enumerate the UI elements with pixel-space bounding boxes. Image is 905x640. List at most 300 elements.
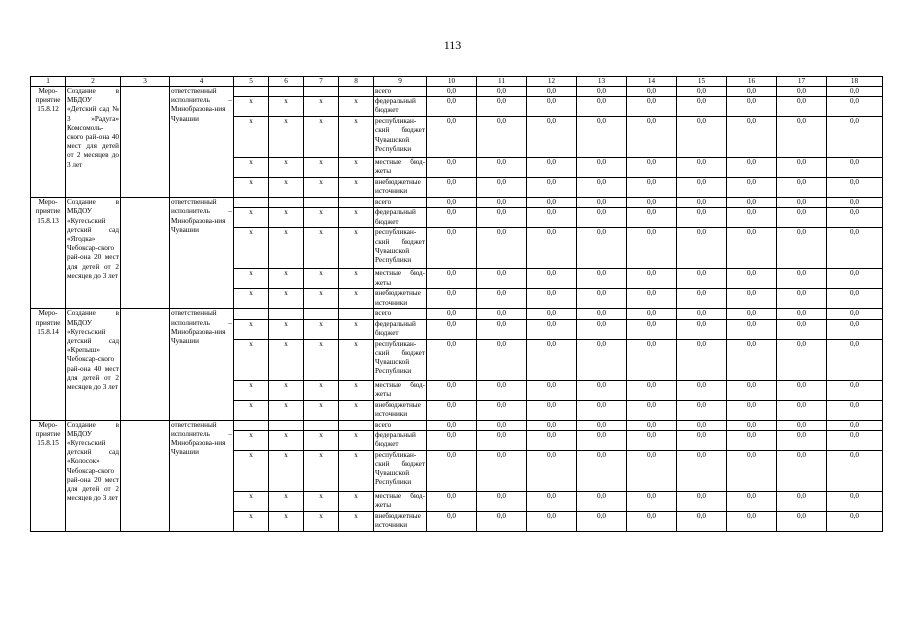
amount-cell: 0,0 [777,178,827,198]
amount-cell: 0,0 [827,319,883,339]
budget-code-placeholder: x [234,289,269,309]
column-number-5: 5 [234,77,269,87]
amount-cell: 0,0 [577,198,627,208]
amount-cell: 0,0 [777,228,827,269]
empty-cell [121,309,170,420]
amount-cell: 0,0 [527,319,577,339]
funding-source: внебюджетные источники [374,289,427,309]
amount-cell: 0,0 [627,400,677,420]
amount-cell: 0,0 [727,228,777,269]
amount-cell: 0,0 [827,511,883,531]
funding-source: внебюджетные источники [374,511,427,531]
budget-code-placeholder: x [339,158,374,178]
amount-cell: 0,0 [727,208,777,228]
empty-cell [121,198,170,309]
amount-cell: 0,0 [827,117,883,158]
amount-cell: 0,0 [677,117,727,158]
amount-cell: 0,0 [577,339,627,380]
event-description: Создание в МБДОУ «Кугесьский детский сад «Колосок» Чебоксар-ского рай-она 20 мест для детей от 2 месяцев до 3 лет [66,420,121,531]
column-number-8: 8 [339,77,374,87]
amount-cell: 0,0 [627,208,677,228]
amount-cell: 0,0 [827,400,883,420]
amount-cell: 0,0 [827,289,883,309]
amount-cell: 0,0 [727,178,777,198]
amount-cell: 0,0 [627,158,677,178]
column-number-13: 13 [577,77,627,87]
amount-cell: 0,0 [727,430,777,450]
empty-code-cell [339,87,374,97]
amount-cell: 0,0 [827,491,883,511]
amount-cell: 0,0 [827,158,883,178]
empty-code-cell [304,309,339,319]
amount-cell: 0,0 [627,491,677,511]
amount-cell: 0,0 [727,309,777,319]
amount-cell: 0,0 [477,400,527,420]
amount-cell: 0,0 [677,198,727,208]
amount-cell: 0,0 [477,269,527,289]
amount-cell: 0,0 [527,380,577,400]
amount-cell: 0,0 [477,309,527,319]
header-row [31,77,883,87]
amount-cell: 0,0 [627,339,677,380]
table-row [31,87,883,97]
amount-cell: 0,0 [827,97,883,117]
amount-cell: 0,0 [677,450,727,491]
budget-code-placeholder: x [269,450,304,491]
budget-code-placeholder: x [269,208,304,228]
budget-code-placeholder: x [339,117,374,158]
amount-cell: 0,0 [577,420,627,430]
budget-code-placeholder: x [339,289,374,309]
amount-cell: 0,0 [477,420,527,430]
empty-code-cell [269,198,304,208]
amount-cell: 0,0 [777,319,827,339]
budget-code-placeholder: x [304,269,339,289]
amount-cell: 0,0 [777,339,827,380]
amount-cell: 0,0 [777,198,827,208]
budget-code-placeholder: x [304,158,339,178]
amount-cell: 0,0 [527,178,577,198]
amount-cell: 0,0 [427,380,477,400]
column-number-10: 10 [427,77,477,87]
empty-code-cell [234,87,269,97]
budget-code-placeholder: x [339,178,374,198]
amount-cell: 0,0 [427,117,477,158]
event-description: Создание в МБДОУ «Кугесьский детский сад «Крепыш» Чебоксар-ского рай-она 40 мест для детей от 2 месяцев до 3 лет [66,309,121,420]
budget-code-placeholder: x [234,228,269,269]
amount-cell: 0,0 [477,97,527,117]
budget-code-placeholder: x [269,511,304,531]
budget-code-placeholder: x [339,400,374,420]
amount-cell: 0,0 [527,87,577,97]
amount-cell: 0,0 [577,400,627,420]
amount-cell: 0,0 [627,269,677,289]
table-row [31,198,883,208]
empty-code-cell [269,309,304,319]
budget-code-placeholder: x [304,319,339,339]
amount-cell: 0,0 [527,97,577,117]
amount-cell: 0,0 [627,309,677,319]
empty-code-cell [339,309,374,319]
amount-cell: 0,0 [777,117,827,158]
funding-source: всего [374,198,427,208]
amount-cell: 0,0 [827,228,883,269]
budget-code-placeholder: x [269,228,304,269]
amount-cell: 0,0 [727,380,777,400]
amount-cell: 0,0 [777,450,827,491]
amount-cell: 0,0 [627,511,677,531]
amount-cell: 0,0 [827,198,883,208]
column-number-4: 4 [170,77,234,87]
amount-cell: 0,0 [677,289,727,309]
budget-code-placeholder: x [304,450,339,491]
amount-cell: 0,0 [527,198,577,208]
budget-code-placeholder: x [269,117,304,158]
empty-code-cell [234,420,269,430]
budget-code-placeholder: x [304,430,339,450]
amount-cell: 0,0 [577,117,627,158]
amount-cell: 0,0 [827,339,883,380]
amount-cell: 0,0 [677,309,727,319]
amount-cell: 0,0 [677,430,727,450]
budget-code-placeholder: x [269,319,304,339]
amount-cell: 0,0 [727,158,777,178]
amount-cell: 0,0 [577,158,627,178]
amount-cell: 0,0 [527,117,577,158]
amount-cell: 0,0 [727,511,777,531]
budget-code-placeholder: x [339,511,374,531]
column-number-3: 3 [121,77,170,87]
amount-cell: 0,0 [527,289,577,309]
amount-cell: 0,0 [477,178,527,198]
amount-cell: 0,0 [627,450,677,491]
table-row [31,309,883,319]
event-number: Меро-приятие 15.8.13 [31,198,66,309]
column-number-18: 18 [827,77,883,87]
amount-cell: 0,0 [477,198,527,208]
amount-cell: 0,0 [727,117,777,158]
column-number-17: 17 [777,77,827,87]
funding-source: местные бюд-жеты [374,380,427,400]
budget-code-placeholder: x [304,289,339,309]
amount-cell: 0,0 [527,228,577,269]
empty-code-cell [234,309,269,319]
amount-cell: 0,0 [577,228,627,269]
budget-code-placeholder: x [269,339,304,380]
amount-cell: 0,0 [627,430,677,450]
amount-cell: 0,0 [777,491,827,511]
column-number-12: 12 [527,77,577,87]
funding-source: республикан-ский бюджет Чувашской Республики [374,450,427,491]
funding-source: внебюджетные источники [374,400,427,420]
budget-code-placeholder: x [234,208,269,228]
amount-cell: 0,0 [577,208,627,228]
budget-code-placeholder: x [304,178,339,198]
amount-cell: 0,0 [677,380,727,400]
amount-cell: 0,0 [527,450,577,491]
empty-code-cell [304,420,339,430]
funding-source: федеральный бюджет [374,319,427,339]
amount-cell: 0,0 [527,208,577,228]
amount-cell: 0,0 [427,430,477,450]
budget-code-placeholder: x [234,158,269,178]
amount-cell: 0,0 [677,228,727,269]
column-number-7: 7 [304,77,339,87]
amount-cell: 0,0 [527,269,577,289]
budget-code-placeholder: x [339,339,374,380]
amount-cell: 0,0 [427,228,477,269]
funding-source: республикан-ский бюджет Чувашской Республики [374,339,427,380]
budget-code-placeholder: x [304,339,339,380]
funding-source: местные бюд-жеты [374,269,427,289]
amount-cell: 0,0 [627,87,677,97]
budget-code-placeholder: x [304,228,339,269]
amount-cell: 0,0 [727,450,777,491]
budget-code-placeholder: x [339,97,374,117]
amount-cell: 0,0 [627,380,677,400]
amount-cell: 0,0 [427,511,477,531]
funding-source: федеральный бюджет [374,208,427,228]
budget-code-placeholder: x [269,97,304,117]
budget-code-placeholder: x [339,319,374,339]
budget-code-placeholder: x [339,450,374,491]
empty-code-cell [234,198,269,208]
amount-cell: 0,0 [827,208,883,228]
budget-code-placeholder: x [234,339,269,380]
budget-code-placeholder: x [234,511,269,531]
amount-cell: 0,0 [427,339,477,380]
amount-cell: 0,0 [427,269,477,289]
budget-code-placeholder: x [234,400,269,420]
amount-cell: 0,0 [477,228,527,269]
amount-cell: 0,0 [677,319,727,339]
funding-source: республикан-ский бюджет Чувашской Республики [374,228,427,269]
amount-cell: 0,0 [677,339,727,380]
amount-cell: 0,0 [727,420,777,430]
amount-cell: 0,0 [777,158,827,178]
executor: ответственный исполнитель – Минобразова-ния Чувашии [170,87,234,198]
amount-cell: 0,0 [427,87,477,97]
event-number: Меро-приятие 15.8.14 [31,309,66,420]
amount-cell: 0,0 [427,319,477,339]
amount-cell: 0,0 [777,87,827,97]
column-number-9: 9 [374,77,427,87]
amount-cell: 0,0 [777,97,827,117]
amount-cell: 0,0 [427,208,477,228]
amount-cell: 0,0 [427,450,477,491]
amount-cell: 0,0 [427,420,477,430]
amount-cell: 0,0 [577,450,627,491]
funding-source: всего [374,309,427,319]
column-number-16: 16 [727,77,777,87]
amount-cell: 0,0 [727,339,777,380]
empty-code-cell [304,198,339,208]
funding-source: федеральный бюджет [374,430,427,450]
amount-cell: 0,0 [627,178,677,198]
amount-cell: 0,0 [627,117,677,158]
funding-source: местные бюд-жеты [374,158,427,178]
amount-cell: 0,0 [677,511,727,531]
amount-cell: 0,0 [527,511,577,531]
budget-code-placeholder: x [339,228,374,269]
column-number-15: 15 [677,77,727,87]
amount-cell: 0,0 [577,491,627,511]
amount-cell: 0,0 [477,117,527,158]
amount-cell: 0,0 [527,309,577,319]
amount-cell: 0,0 [477,208,527,228]
empty-code-cell [304,87,339,97]
amount-cell: 0,0 [827,178,883,198]
amount-cell: 0,0 [477,380,527,400]
amount-cell: 0,0 [527,339,577,380]
budget-code-placeholder: x [234,178,269,198]
amount-cell: 0,0 [627,228,677,269]
amount-cell: 0,0 [577,319,627,339]
empty-code-cell [339,420,374,430]
executor: ответственный исполнитель – Минобразова-ния Чувашии [170,309,234,420]
budget-code-placeholder: x [304,97,339,117]
amount-cell: 0,0 [577,289,627,309]
budget-code-placeholder: x [269,380,304,400]
amount-cell: 0,0 [477,87,527,97]
amount-cell: 0,0 [427,400,477,420]
budget-code-placeholder: x [234,450,269,491]
budget-code-placeholder: x [339,208,374,228]
amount-cell: 0,0 [477,450,527,491]
amount-cell: 0,0 [777,289,827,309]
funding-source: всего [374,420,427,430]
funding-source: республикан-ский бюджет Чувашской Республики [374,117,427,158]
amount-cell: 0,0 [477,319,527,339]
amount-cell: 0,0 [777,208,827,228]
budget-code-placeholder: x [269,158,304,178]
column-number-2: 2 [66,77,121,87]
amount-cell: 0,0 [777,269,827,289]
funding-source: федеральный бюджет [374,97,427,117]
amount-cell: 0,0 [477,158,527,178]
event-description: Создание в МБДОУ «Детский сад № 3 »Радуга» Комсомоль-ского рай-она 40 мест для детей от 2 месяцев до 3 лет [66,87,121,198]
amount-cell: 0,0 [777,420,827,430]
amount-cell: 0,0 [727,319,777,339]
amount-cell: 0,0 [727,198,777,208]
amount-cell: 0,0 [527,491,577,511]
amount-cell: 0,0 [627,198,677,208]
budget-code-placeholder: x [269,269,304,289]
amount-cell: 0,0 [727,400,777,420]
amount-cell: 0,0 [777,430,827,450]
executor: ответственный исполнитель – Минобразова-ния Чувашии [170,198,234,309]
event-description: Создание в МБДОУ «Кугесьский детский сад «Ягодка» Чебоксар-ского рай-она 20 мест для детей от 2 месяцев до 3 лет [66,198,121,309]
table-row [31,420,883,430]
amount-cell: 0,0 [427,97,477,117]
amount-cell: 0,0 [577,380,627,400]
budget-code-placeholder: x [269,289,304,309]
budget-code-placeholder: x [304,400,339,420]
amount-cell: 0,0 [677,491,727,511]
amount-cell: 0,0 [677,208,727,228]
amount-cell: 0,0 [827,87,883,97]
budget-code-placeholder: x [234,491,269,511]
amount-cell: 0,0 [477,491,527,511]
empty-code-cell [269,87,304,97]
budget-code-placeholder: x [234,430,269,450]
budget-table [30,76,883,532]
table-body [31,77,883,532]
amount-cell: 0,0 [627,97,677,117]
amount-cell: 0,0 [427,289,477,309]
empty-code-cell [339,198,374,208]
amount-cell: 0,0 [827,450,883,491]
amount-cell: 0,0 [827,269,883,289]
amount-cell: 0,0 [427,491,477,511]
amount-cell: 0,0 [477,511,527,531]
event-number: Меро-приятие 15.8.15 [31,420,66,531]
amount-cell: 0,0 [577,309,627,319]
budget-code-placeholder: x [269,400,304,420]
budget-code-placeholder: x [304,117,339,158]
empty-cell [121,87,170,198]
amount-cell: 0,0 [627,289,677,309]
budget-code-placeholder: x [234,319,269,339]
amount-cell: 0,0 [477,289,527,309]
amount-cell: 0,0 [677,158,727,178]
amount-cell: 0,0 [527,420,577,430]
amount-cell: 0,0 [677,420,727,430]
amount-cell: 0,0 [727,87,777,97]
amount-cell: 0,0 [677,400,727,420]
budget-code-placeholder: x [269,430,304,450]
budget-code-placeholder: x [339,269,374,289]
amount-cell: 0,0 [627,319,677,339]
amount-cell: 0,0 [677,97,727,117]
amount-cell: 0,0 [677,178,727,198]
amount-cell: 0,0 [527,400,577,420]
amount-cell: 0,0 [627,420,677,430]
event-number: Меро-приятие 15.8.12 [31,87,66,198]
amount-cell: 0,0 [777,511,827,531]
amount-cell: 0,0 [727,97,777,117]
amount-cell: 0,0 [477,339,527,380]
amount-cell: 0,0 [427,309,477,319]
amount-cell: 0,0 [777,309,827,319]
budget-code-placeholder: x [234,269,269,289]
budget-code-placeholder: x [339,491,374,511]
column-number-1: 1 [31,77,66,87]
amount-cell: 0,0 [827,420,883,430]
budget-code-placeholder: x [234,380,269,400]
amount-cell: 0,0 [427,198,477,208]
amount-cell: 0,0 [427,158,477,178]
budget-code-placeholder: x [234,97,269,117]
amount-cell: 0,0 [577,97,627,117]
funding-source: всего [374,87,427,97]
amount-cell: 0,0 [527,430,577,450]
column-number-14: 14 [627,77,677,87]
budget-code-placeholder: x [304,511,339,531]
amount-cell: 0,0 [527,158,577,178]
amount-cell: 0,0 [577,430,627,450]
amount-cell: 0,0 [677,87,727,97]
budget-code-placeholder: x [304,380,339,400]
budget-code-placeholder: x [304,208,339,228]
amount-cell: 0,0 [477,430,527,450]
page-number: 113 [443,38,462,52]
amount-cell: 0,0 [577,511,627,531]
amount-cell: 0,0 [577,87,627,97]
empty-code-cell [269,420,304,430]
amount-cell: 0,0 [777,380,827,400]
budget-code-placeholder: x [339,430,374,450]
